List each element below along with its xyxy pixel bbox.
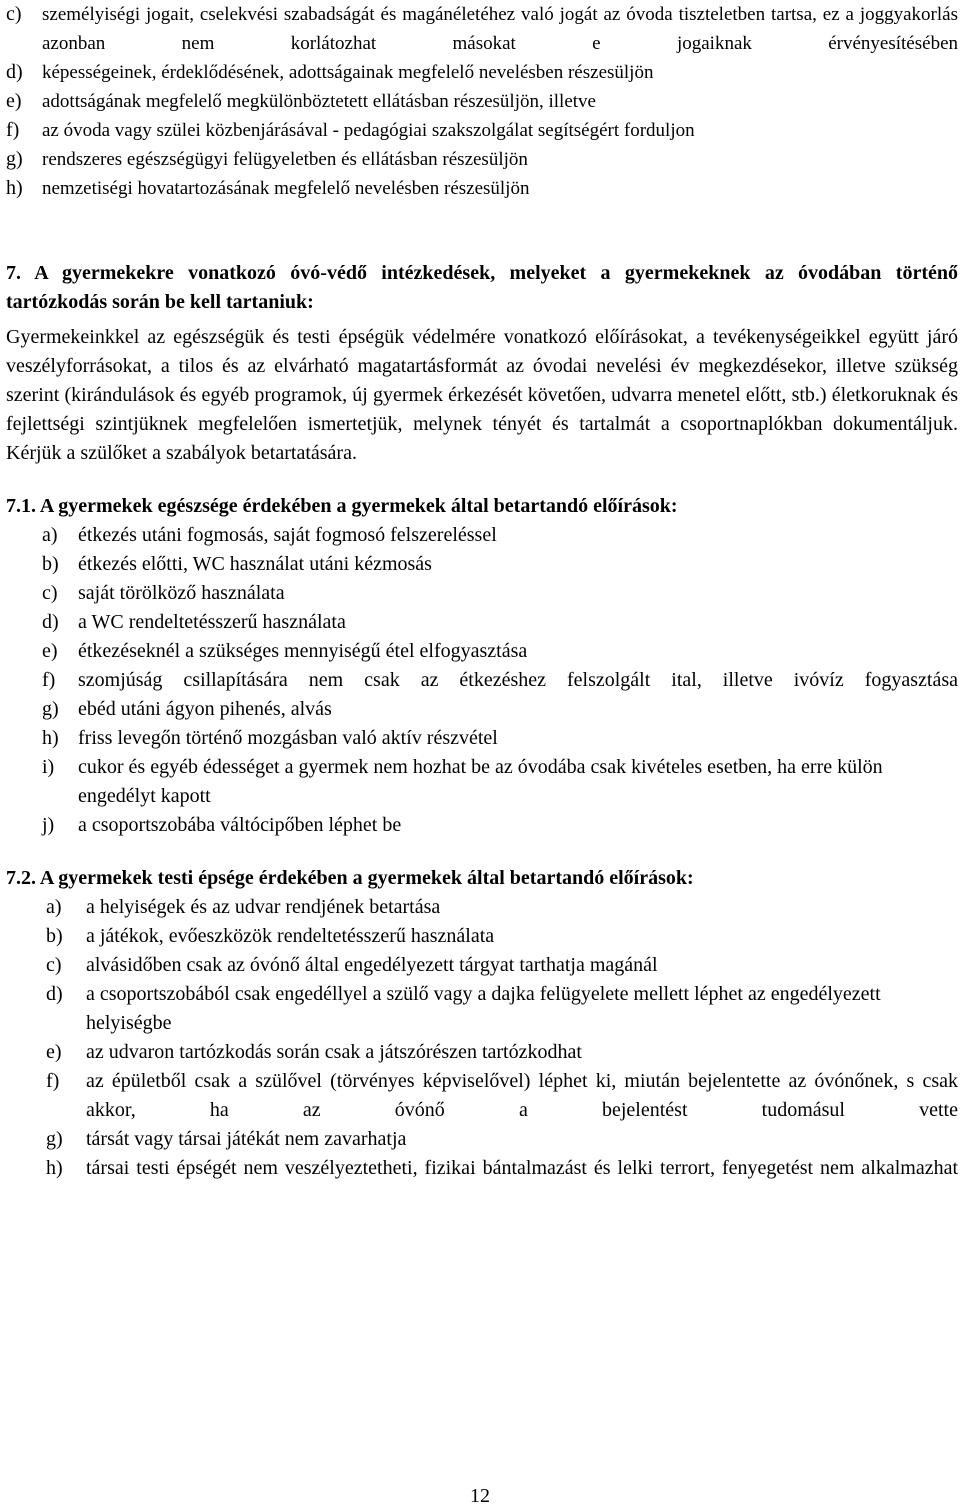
section-7-2-heading: 7.2. A gyermekek testi épsége érdekében a gyermekek által betartandó előírások: bbox=[6, 867, 694, 889]
list-item bbox=[46, 1067, 958, 1125]
item-label: b) bbox=[42, 553, 59, 575]
item-label: e) bbox=[46, 1041, 62, 1063]
health-rules-list bbox=[42, 521, 958, 840]
list-item bbox=[6, 87, 958, 116]
item-text: az óvoda vagy szülei közbenjárásával - pedagógiai szakszolgálat segítségért forduljon bbox=[42, 120, 695, 141]
item-text: az udvaron tartózkodás során csak a játszórészen tartózkodhat bbox=[86, 1041, 582, 1063]
item-label: h) bbox=[6, 177, 23, 199]
item-text: étkezés előtti, WC használat utáni kézmosás bbox=[78, 553, 432, 575]
item-text: az épületből csak a szülővel (törvényes képviselővel) léphet ki, miután bejelentette az óvónőnek, s csak akkor, ha az óvónő a bejelentést tudomásul vette bbox=[86, 1070, 958, 1121]
item-text: étkezéseknél a szükséges mennyiségű étel elfogyasztása bbox=[78, 640, 528, 662]
section-7-paragraph: Gyermekeinkkel az egészségük és testi épségük védelmére vonatkozó előírásokat, a tevékenységeikkel együtt járó veszélyforrásokat, a tilos és az elvárható magatartásformát az óvodai nevelési év megkezdésekor, illetve szükség szerint (kirándulások és egyéb programok, új gyermek érkezését követően, udvarra menetel előtt, stb.) életkoruknak és fejlettségi szintjüknek megfelelően ismertetjük, melynek tényét és tartalmát a csoportnaplókban dokumentáljuk. Kérjük a szülőket a szabályok betartatására. bbox=[6, 326, 958, 464]
safety-rules-list bbox=[46, 893, 958, 1183]
item-label: d) bbox=[46, 983, 63, 1005]
item-label: g) bbox=[46, 1128, 63, 1150]
item-text: a helyiségek és az udvar rendjének betartása bbox=[86, 896, 441, 918]
list-item bbox=[42, 521, 958, 550]
list-item bbox=[42, 811, 958, 840]
list-item bbox=[46, 980, 958, 1038]
item-label: f) bbox=[6, 119, 20, 141]
item-label: d) bbox=[6, 61, 23, 83]
item-label: i) bbox=[42, 756, 55, 778]
page-number: 12 bbox=[470, 1485, 490, 1507]
list-item bbox=[42, 724, 958, 753]
list-item bbox=[46, 1125, 958, 1154]
list-item bbox=[6, 145, 958, 174]
item-text: a játékok, evőeszközök rendeltetésszerű használata bbox=[86, 925, 495, 947]
item-text: alvásidőben csak az óvónő által engedélyezett tárgyat tarthatja magánál bbox=[86, 954, 658, 976]
item-label: a) bbox=[42, 524, 58, 546]
list-item bbox=[42, 579, 958, 608]
item-text: a csoportszobából csak engedéllyel a szülő vagy a dajka felügyelete mellett léphet az engedélyezett helyiségbe bbox=[86, 983, 881, 1034]
item-label: c) bbox=[6, 3, 22, 25]
item-label: b) bbox=[46, 925, 63, 947]
list-item bbox=[42, 637, 958, 666]
list-item bbox=[46, 893, 958, 922]
item-label: f) bbox=[42, 669, 56, 691]
item-text: saját törölköző használata bbox=[78, 582, 285, 604]
item-text: társai testi épségét nem veszélyeztetheti, fizikai bántalmazást és lelki terrort, fenyegetést nem alkalmazhat bbox=[86, 1157, 958, 1179]
item-text: képességeinek, érdeklődésének, adottságainak megfelelő nevelésben részesüljön bbox=[42, 62, 654, 83]
item-text: rendszeres egészségügyi felügyeletben és ellátásban részesüljön bbox=[42, 149, 528, 170]
item-text: friss levegőn történő mozgásban való aktív részvétel bbox=[78, 727, 498, 749]
item-label: e) bbox=[42, 640, 58, 662]
list-item bbox=[42, 753, 958, 811]
item-text: személyiségi jogait, cselekvési szabadságát és magánéletéhez való jogát az óvoda tiszteletben tartsa, ez a joggyakorlás azonban nem korlátozhat másokat e jogaiknak érvényesítésében bbox=[42, 4, 958, 54]
item-label: a) bbox=[46, 896, 62, 918]
item-label: g) bbox=[6, 148, 23, 170]
list-item bbox=[42, 695, 958, 724]
item-text: a csoportszobába váltócipőben léphet be bbox=[78, 814, 402, 836]
item-label: j) bbox=[42, 814, 55, 836]
item-label: h) bbox=[46, 1157, 63, 1179]
list-item bbox=[42, 608, 958, 637]
item-text: nemzetiségi hovatartozásának megfelelő nevelésben részesüljön bbox=[42, 178, 530, 199]
item-text: társát vagy társai játékát nem zavarhatja bbox=[86, 1128, 407, 1150]
item-text: cukor és egyéb édességet a gyermek nem hozhat be az óvodába csak kivételes esetben, ha erre külön engedélyt kapott bbox=[78, 756, 883, 807]
item-label: f) bbox=[46, 1070, 60, 1092]
item-text: szomjúság csillapítására nem csak az étkezéshez felszolgált ital, illetve ivóvíz fogyasztása bbox=[78, 669, 958, 691]
item-label: d) bbox=[42, 611, 59, 633]
item-text: ebéd utáni ágyon pihenés, alvás bbox=[78, 698, 332, 720]
document-page bbox=[6, 0, 958, 1183]
list-item bbox=[46, 1154, 958, 1183]
item-label: g) bbox=[42, 698, 59, 720]
list-item bbox=[6, 58, 958, 87]
list-item bbox=[42, 550, 958, 579]
section-7-1-heading: 7.1. A gyermekek egészsége érdekében a gyermekek által betartandó előírások: bbox=[6, 495, 678, 517]
list-item bbox=[46, 922, 958, 951]
rights-list bbox=[6, 0, 958, 203]
item-label: e) bbox=[6, 90, 22, 112]
item-label: c) bbox=[42, 582, 58, 604]
item-text: adottságának megfelelő megkülönböztetett ellátásban részesüljön, illetve bbox=[42, 91, 596, 112]
list-item bbox=[42, 666, 958, 695]
list-item bbox=[46, 1038, 958, 1067]
list-item bbox=[46, 951, 958, 980]
list-item bbox=[6, 0, 958, 58]
list-item bbox=[6, 116, 958, 145]
item-text: a WC rendeltetésszerű használata bbox=[78, 611, 346, 633]
section-7-heading: 7. A gyermekekre vonatkozó óvó-védő intézkedések, melyeket a gyermekeknek az óvodában történő tartózkodás során be kell tartaniuk: bbox=[6, 262, 958, 313]
list-item bbox=[6, 174, 958, 203]
item-label: h) bbox=[42, 727, 59, 749]
item-text: étkezés utáni fogmosás, saját fogmosó felszereléssel bbox=[78, 524, 497, 546]
item-label: c) bbox=[46, 954, 62, 976]
